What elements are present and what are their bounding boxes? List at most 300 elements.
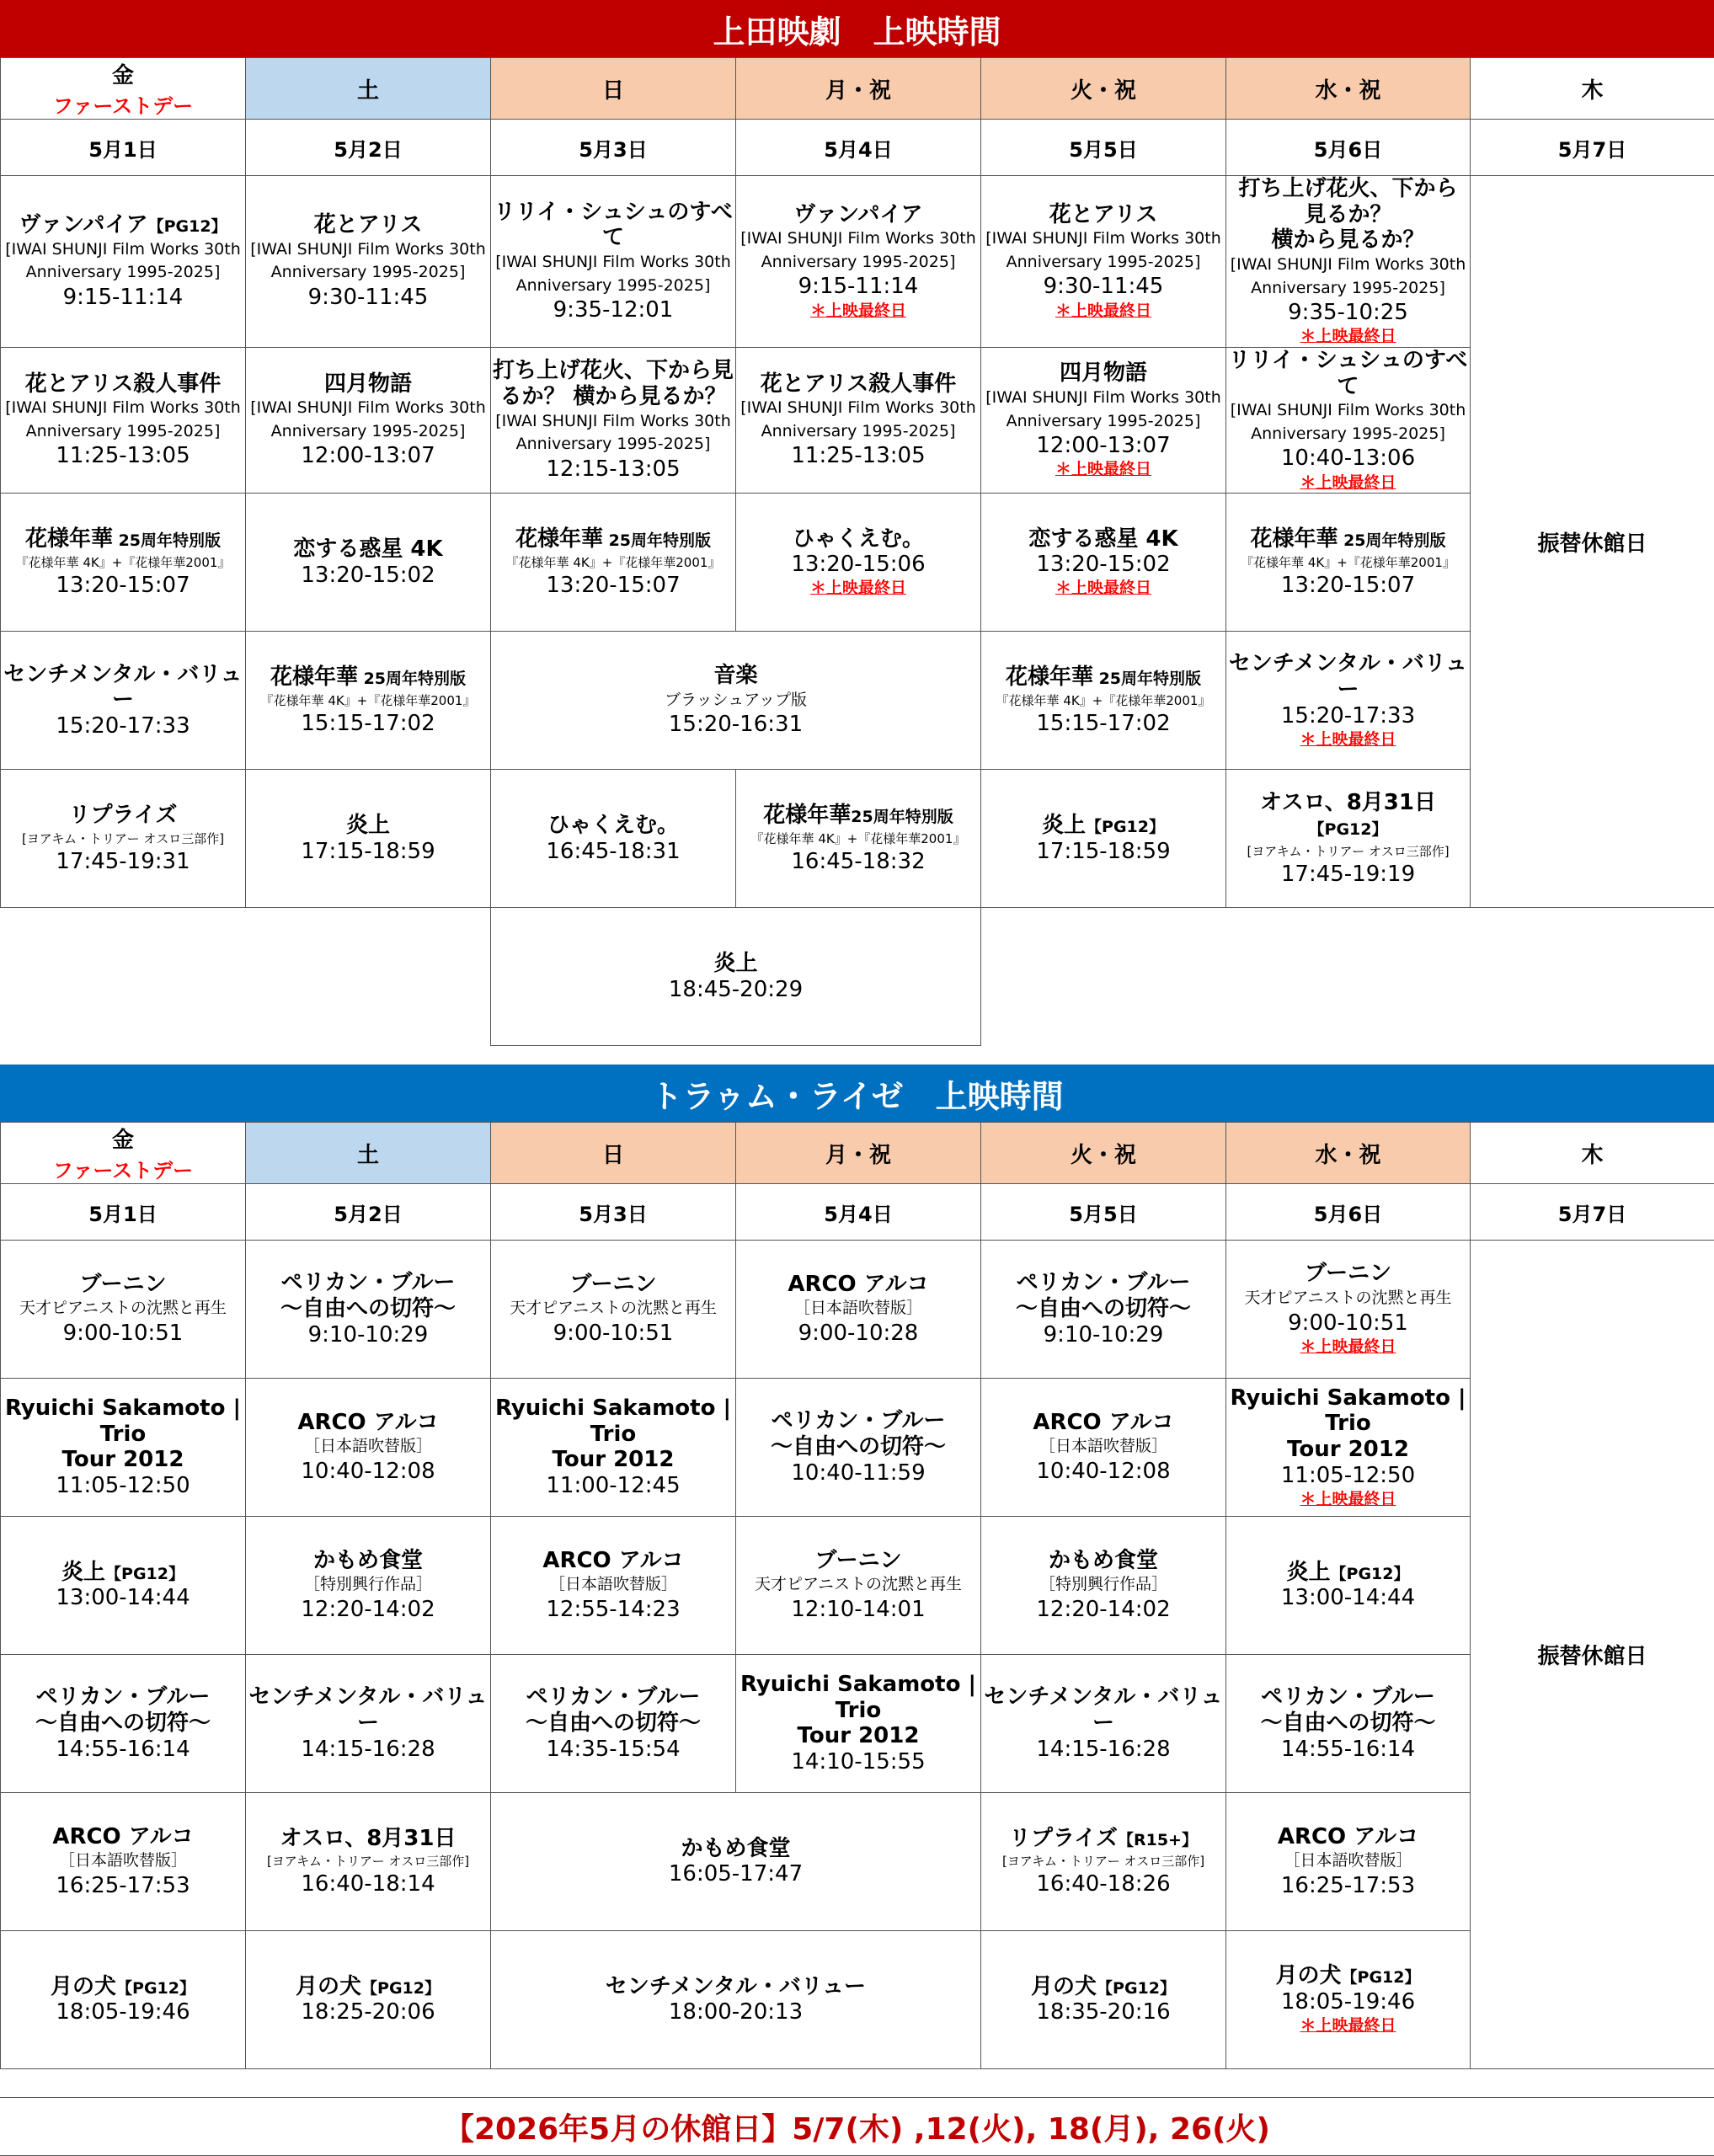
date-cell: 5月1日 — [1, 1184, 246, 1241]
movie-title — [248, 1270, 489, 1296]
showtime: 17:45-19:31 — [56, 848, 190, 874]
showtime: 13:20-15:06 — [791, 552, 926, 578]
movie-subtitle: ［特別興行作品］ — [1039, 1575, 1167, 1594]
movie-title — [3, 526, 243, 552]
screening-cell — [981, 632, 1226, 770]
screening-cell — [981, 1793, 1226, 1931]
movie-title — [248, 1410, 489, 1436]
movie-title — [738, 1408, 979, 1434]
date-cell: 5月3日 — [491, 120, 736, 176]
movie-title-text: 花様年華 — [24, 526, 113, 552]
screening-cell — [246, 1931, 491, 2069]
rating-tag: 【PG12】 — [105, 1564, 184, 1583]
screening-cell — [491, 1379, 736, 1517]
movie-subtitle: ［日本語吹替版］ — [548, 1575, 677, 1594]
showtime: 17:15-18:59 — [1036, 838, 1171, 864]
screening-cell — [1226, 494, 1471, 632]
screening-cell — [1, 1931, 246, 2069]
screening-cell — [491, 347, 736, 493]
rating-tag: 25周年特別版 — [602, 531, 712, 550]
showtime: 12:00-13:07 — [1036, 433, 1171, 459]
movie-subtitle: ［日本語吹替版］ — [303, 1437, 432, 1456]
movie-title-text: Ryuichi Sakamoto | Trio — [740, 1671, 976, 1723]
screening-cell — [491, 908, 981, 1046]
screening-cell — [491, 1241, 736, 1379]
screening-cell — [981, 1655, 1226, 1793]
movie-title — [493, 1396, 734, 1447]
date-cell: 5月4日 — [736, 120, 981, 176]
day-header-fri: 金 ファーストデー — [1, 58, 246, 120]
movie-title-text: ブーニン — [569, 1271, 657, 1297]
movie-title-text: 炎上 — [1042, 812, 1087, 838]
screening-cell — [491, 770, 736, 908]
movie-title — [493, 1548, 734, 1574]
movie-title — [248, 1974, 489, 2000]
movie-title — [493, 200, 734, 251]
screening-cell — [981, 770, 1226, 908]
showtime: 12:15-13:05 — [546, 456, 681, 482]
showtime: 15:15-17:02 — [1036, 710, 1171, 736]
movie-title-text: センチメンタル・バリュー — [1228, 651, 1468, 702]
movie-title-line2: るか？ 横から見るか？ — [499, 384, 727, 409]
movie-title — [983, 1826, 1224, 1852]
movie-subtitle: 天才ピアニストの沈黙と再生 — [754, 1575, 963, 1594]
showtime: 11:00-12:45 — [546, 1472, 681, 1498]
screening-cell — [981, 1517, 1226, 1655]
movie-title — [983, 664, 1224, 691]
movie-title-line2: ～自由への切符～ — [1260, 1710, 1436, 1736]
movie-subtitle-line2: Anniversary 1995-2025] — [25, 263, 221, 282]
showtime: 9:00-10:28 — [798, 1321, 919, 1347]
showtime: 9:10-10:29 — [1043, 1321, 1164, 1348]
movie-subtitle: 天才ピアニストの沈黙と再生 — [509, 1299, 718, 1318]
movie-title-line2: ～自由への切符～ — [525, 1710, 701, 1736]
movie-subtitle: ［日本語吹替版］ — [1039, 1437, 1167, 1456]
movie-subtitle: 『花様年華 4K』+『花様年華2001』 — [1241, 554, 1455, 570]
movie-title-text: センチメンタル・バリュー — [248, 1684, 488, 1736]
showtime: 13:20-15:07 — [546, 572, 681, 598]
movie-title-line2: Tour 2012 — [552, 1447, 675, 1473]
date-cell: 5月5日 — [981, 120, 1226, 176]
date-cell: 5月6日 — [1226, 1184, 1471, 1241]
showtime: 11:25-13:05 — [56, 443, 190, 469]
screening-cell — [246, 632, 491, 770]
movie-title — [738, 526, 979, 552]
screening-cell — [1226, 1793, 1471, 1931]
movie-title — [983, 1410, 1224, 1436]
screening-cell — [736, 1655, 981, 1793]
screening-cell — [1, 1379, 246, 1517]
movie-subtitle: [IWAI SHUNJI Film Works 30th — [1230, 401, 1466, 420]
last-day-note: ＊上映最終日 — [1055, 579, 1151, 598]
date-cell: 5月6日 — [1226, 120, 1471, 176]
movie-subtitle-line2: Anniversary 1995-2025] — [761, 421, 956, 440]
movie-title-text: 花とアリス殺人事件 — [24, 371, 222, 397]
screening-cell — [246, 1241, 491, 1379]
movie-title-text: 打ち上げ花火、下から見るか？ — [1238, 176, 1458, 227]
showtime: 18:25-20:06 — [301, 1999, 435, 2025]
movie-subtitle: ［日本語吹替版］ — [58, 1851, 187, 1870]
movie-title-line2: Tour 2012 — [1287, 1436, 1409, 1462]
movie-title — [1228, 1385, 1468, 1437]
screening-cell — [981, 1931, 1226, 2069]
movie-title — [493, 663, 979, 689]
movie-title-text: リプライズ — [68, 802, 178, 828]
date-cell: 5月7日 — [1471, 1184, 1714, 1241]
showtime: 16:45-18:32 — [791, 848, 926, 874]
movie-subtitle: [IWAI SHUNJI Film Works 30th — [495, 411, 731, 430]
movie-title — [738, 803, 979, 829]
screening-cell — [981, 176, 1226, 348]
rating-tag: 25周年特別版 — [357, 669, 467, 688]
movie-title-text: ペリカン・ブルー — [1261, 1684, 1435, 1710]
showtime: 12:55-14:23 — [546, 1597, 681, 1623]
showtime: 16:25-17:53 — [1280, 1873, 1416, 1899]
movie-subtitle: 天才ピアニストの沈黙と再生 — [19, 1299, 227, 1318]
movie-title-text: ブーニン — [1304, 1261, 1392, 1287]
movie-subtitle: [IWAI SHUNJI Film Works 30th — [250, 398, 486, 418]
movie-title — [1228, 1560, 1468, 1586]
movie-title — [3, 1560, 243, 1586]
movie-title-text: ARCO アルコ — [1277, 1823, 1419, 1849]
showtime: 10:40-12:08 — [1036, 1459, 1171, 1485]
date-cell: 5月7日 — [1471, 120, 1714, 176]
showtime: 9:15-11:14 — [798, 274, 919, 300]
date-cell: 5月4日 — [736, 1184, 981, 1241]
screening-cell — [491, 1517, 736, 1655]
showtime: 17:45-19:19 — [1280, 861, 1416, 887]
movie-title — [1228, 651, 1468, 702]
movie-title-text: ペリカン・ブルー — [1016, 1270, 1191, 1296]
movie-title — [983, 202, 1224, 228]
rating-tag: 【PG12】 — [147, 217, 227, 237]
showtime: 9:35-12:01 — [553, 297, 674, 323]
showtime: 10:40-11:59 — [791, 1460, 926, 1486]
screening-cell — [491, 494, 736, 632]
movie-title — [1228, 348, 1468, 399]
first-day-label: ファーストデー — [52, 1159, 194, 1182]
showtime: 10:40-13:06 — [1280, 446, 1416, 472]
showtime: 16:40-18:14 — [301, 1871, 435, 1897]
showtime: 12:10-14:01 — [791, 1597, 926, 1623]
movie-title — [983, 1684, 1224, 1736]
screening-cell — [1226, 1241, 1471, 1379]
showtime: 10:40-12:08 — [301, 1459, 435, 1485]
movie-title-text: ペリカン・ブルー — [35, 1684, 211, 1710]
rating-tag: 【PG12】 — [1086, 817, 1165, 836]
day-header-wed: 水・祝 — [1226, 1123, 1471, 1184]
movie-title-text: ヴァンパイア — [793, 201, 923, 227]
movie-title-line2: ～自由への切符～ — [770, 1433, 946, 1460]
screening-cell — [736, 770, 981, 908]
movie-subtitle: [ヨアキム・トリアー オスロ三部作] — [266, 1854, 470, 1870]
movie-subtitle: [IWAI SHUNJI Film Works 30th — [5, 239, 241, 259]
movie-title — [738, 1548, 979, 1574]
movie-title-text: ひゃくえむ。 — [792, 526, 924, 552]
screening-cell — [1, 770, 246, 908]
movie-title — [3, 1974, 243, 2000]
movie-subtitle: 『花様年華 4K』+『花様年華2001』 — [750, 830, 966, 846]
movie-title-text: ARCO アルコ — [788, 1271, 929, 1297]
movie-title — [493, 813, 734, 839]
movie-title-text: 花とアリス殺人事件 — [760, 371, 957, 397]
movie-title-text: ペリカン・ブルー — [280, 1270, 456, 1296]
movie-title-text: リリイ・シュシュのすべて — [1228, 347, 1468, 399]
rating-tag: 【PG12】 — [1341, 1968, 1421, 1988]
showtime: 13:00-14:44 — [1280, 1585, 1416, 1611]
movie-title-line2: ～自由への切符～ — [1015, 1295, 1191, 1321]
movie-title — [3, 371, 243, 398]
showtime: 16:40-18:26 — [1036, 1871, 1171, 1897]
showtime: 13:20-15:07 — [1280, 572, 1416, 598]
date-cell: 5月3日 — [491, 1184, 736, 1241]
screening-cell — [1226, 1931, 1471, 2069]
movie-title — [248, 1548, 489, 1574]
movie-title-text: ARCO アルコ — [297, 1409, 439, 1435]
day-header-fri: 金 ファーストデー — [1, 1123, 246, 1184]
movie-subtitle: ブラッシュアップ版 — [665, 690, 807, 709]
movie-title — [983, 360, 1224, 387]
movie-title — [738, 202, 979, 228]
movie-subtitle-line2: Anniversary 1995-2025] — [1251, 424, 1445, 443]
movie-title-text: リプライズ — [1009, 1825, 1118, 1851]
last-day-note: ＊上映最終日 — [1300, 472, 1396, 492]
screening-cell — [491, 176, 736, 348]
last-day-note: ＊上映最終日 — [1300, 729, 1396, 749]
showtime: 11:25-13:05 — [791, 443, 926, 469]
screening-cell — [491, 1793, 981, 1931]
showtime: 9:35-10:25 — [1288, 300, 1408, 326]
movie-title — [983, 813, 1224, 839]
movie-title — [248, 1684, 489, 1736]
screening-cell — [736, 176, 981, 348]
movie-title — [248, 664, 489, 691]
movie-title-text: 花様年華 — [1005, 664, 1093, 690]
showtime: 18:05-19:46 — [1280, 1988, 1416, 2015]
movie-subtitle-line2: Anniversary 1995-2025] — [1006, 252, 1201, 271]
movie-title — [738, 1672, 979, 1723]
movie-title-text: ARCO アルコ — [542, 1547, 684, 1573]
movie-title — [3, 1824, 243, 1850]
movie-subtitle: 『花様年華 4K』+『花様年華2001』 — [996, 692, 1211, 708]
last-day-note: ＊上映最終日 — [1055, 460, 1151, 479]
movie-subtitle: ［日本語吹替版］ — [1284, 1851, 1412, 1870]
closed-days-footer: 【2026年5月の休館日】5/7(木) ,12(火), 18(月), 26(火) — [0, 2097, 1714, 2156]
day-header-mon: 月・祝 — [736, 58, 981, 120]
movie-title — [493, 1684, 734, 1710]
movie-title-text: オスロ、8月31日 — [280, 1825, 457, 1851]
movie-subtitle-line2: Anniversary 1995-2025] — [1006, 411, 1201, 430]
last-day-note: ＊上映最終日 — [1300, 1337, 1396, 1356]
showtime: 9:15-11:14 — [62, 284, 184, 310]
showtime: 18:35-20:16 — [1036, 1999, 1171, 2025]
movie-title-text: かもめ食堂 — [681, 1835, 791, 1861]
screening-cell — [1226, 1517, 1471, 1655]
movie-title-text: 打ち上げ花火、下から見 — [493, 358, 734, 384]
movie-title-text: 月の犬 — [51, 1973, 117, 1999]
movie-subtitle: [IWAI SHUNJI Film Works 30th — [740, 398, 976, 418]
last-day-note: ＊上映最終日 — [809, 301, 906, 320]
movie-title-text: オスロ、8月31日 — [1260, 789, 1436, 815]
movie-title — [983, 1974, 1224, 2000]
screening-cell — [981, 1379, 1226, 1517]
rating-tag: 【PG12】 — [1330, 1564, 1410, 1583]
traum-title: トラゥム・ライゼ 上映時間 — [0, 1065, 1714, 1122]
movie-subtitle-line2: Anniversary 1995-2025] — [515, 435, 711, 454]
screening-cell — [1226, 347, 1471, 493]
rating-tag: 【PG12】 — [116, 1978, 195, 1998]
last-day-note: ＊上映最終日 — [1300, 327, 1396, 346]
movie-title-text: Ryuichi Sakamoto | Trio — [4, 1395, 241, 1447]
screening-cell — [246, 1793, 491, 1931]
movie-title — [983, 1270, 1224, 1296]
movie-title — [1228, 1261, 1468, 1287]
movie-subtitle-line2: Anniversary 1995-2025] — [1251, 278, 1445, 297]
showtime: 14:35-15:54 — [546, 1736, 681, 1762]
rating-tag: 【R15+】 — [1117, 1830, 1198, 1849]
movie-subtitle: [IWAI SHUNJI Film Works 30th — [5, 398, 241, 418]
day-header-sat: 土 — [246, 1123, 491, 1184]
screening-cell — [1, 494, 246, 632]
day-header-sun: 日 — [491, 58, 736, 120]
movie-title-text: 恋する惑星 4K — [1028, 526, 1178, 552]
movie-title-text: ペリカン・ブルー — [526, 1684, 701, 1710]
rating-tag: 【PG12】 — [361, 1978, 441, 1998]
movie-title-line2: ～自由への切符～ — [35, 1710, 211, 1736]
screening-cell — [1, 1241, 246, 1379]
showtime: 13:00-14:44 — [56, 1585, 190, 1611]
movie-title — [3, 1272, 243, 1298]
showtime: 16:45-18:31 — [546, 838, 681, 864]
movie-title — [738, 1272, 979, 1298]
screening-cell — [246, 347, 491, 493]
screening-cell — [1, 176, 246, 348]
movie-title-text: 月の犬 — [1031, 1973, 1097, 1999]
last-day-note: ＊上映最終日 — [1300, 1489, 1396, 1508]
showtime: 15:20-16:31 — [668, 712, 804, 738]
ueda-title: 上田映劇 上映時間 — [0, 0, 1714, 57]
screening-cell — [1226, 1379, 1471, 1517]
movie-subtitle-line2: Anniversary 1995-2025] — [270, 263, 466, 282]
movie-title — [738, 371, 979, 398]
movie-title-text: 炎上 — [1286, 1559, 1331, 1585]
screening-cell — [736, 1379, 981, 1517]
movie-title — [493, 1974, 979, 2000]
movie-title-text: センチメンタル・バリュー — [984, 1684, 1223, 1736]
showtime: 9:00-10:51 — [62, 1321, 184, 1347]
showtime: 15:20-17:33 — [1280, 702, 1416, 728]
screening-cell — [1226, 176, 1471, 348]
movie-title-text: リリイ・シュシュのすべて — [494, 199, 733, 251]
movie-title-text: ブーニン — [79, 1271, 167, 1297]
movie-title-text: 炎上 — [345, 812, 390, 838]
movie-title — [248, 371, 489, 398]
closed-day-cell: 振替休館日 — [1471, 176, 1714, 908]
movie-subtitle: [IWAI SHUNJI Film Works 30th — [1230, 255, 1466, 275]
movie-title-line2: Tour 2012 — [61, 1447, 184, 1473]
screening-cell — [981, 494, 1226, 632]
movie-title-text: 炎上 — [713, 950, 758, 976]
movie-title-text: 月の犬 — [1275, 1963, 1342, 1989]
day-header-tue: 火・祝 — [981, 1123, 1226, 1184]
movie-subtitle: [IWAI SHUNJI Film Works 30th — [740, 229, 976, 248]
movie-title — [983, 526, 1224, 552]
day-header-sat: 土 — [246, 58, 491, 120]
showtime: 14:10-15:55 — [791, 1748, 926, 1774]
day-header-wed: 水・祝 — [1226, 58, 1471, 120]
movie-title-text: 月の犬 — [296, 1973, 362, 1999]
screening-cell — [736, 1241, 981, 1379]
screening-cell — [1226, 1655, 1471, 1793]
movie-title — [3, 212, 243, 238]
showtime: 14:15-16:28 — [1036, 1736, 1171, 1762]
showtime: 9:00-10:51 — [1288, 1310, 1408, 1336]
day-header-thu: 木 — [1471, 58, 1714, 120]
movie-title — [248, 536, 489, 563]
movie-title-text: センチメンタル・バリュー — [3, 661, 243, 713]
movie-title-line2: 横から見るか？ — [1271, 227, 1425, 253]
showtime: 14:55-16:14 — [56, 1736, 190, 1762]
movie-subtitle-line2: Anniversary 1995-2025] — [270, 421, 466, 440]
showtime: 13:20-15:07 — [56, 572, 190, 598]
first-day-label: ファーストデー — [52, 94, 194, 118]
movie-subtitle: [IWAI SHUNJI Film Works 30th — [985, 387, 1221, 407]
showtime: 12:20-14:02 — [1036, 1597, 1171, 1623]
movie-title — [493, 1272, 734, 1298]
movie-title-text: 恋する惑星 4K — [293, 536, 443, 562]
screening-cell — [1, 632, 246, 770]
day-header-tue: 火・祝 — [981, 58, 1226, 120]
screening-cell — [491, 632, 981, 770]
movie-subtitle-line2: Anniversary 1995-2025] — [761, 252, 956, 271]
date-cell: 5月5日 — [981, 1184, 1226, 1241]
movie-title — [248, 212, 489, 238]
movie-subtitle: [IWAI SHUNJI Film Works 30th — [495, 253, 731, 272]
movie-title-text: かもめ食堂 — [312, 1547, 423, 1573]
movie-title-line2: Tour 2012 — [797, 1723, 920, 1749]
movie-title-text: 花とアリス — [313, 212, 423, 238]
movie-title — [1228, 790, 1468, 841]
screening-cell — [1, 1655, 246, 1793]
screening-cell — [246, 1517, 491, 1655]
movie-title-text: ヴァンパイア — [19, 212, 148, 238]
screening-cell — [1, 347, 246, 493]
movie-title-text: 四月物語 — [323, 371, 412, 397]
date-cell: 5月2日 — [246, 1184, 491, 1241]
movie-title-text: 四月物語 — [1059, 360, 1147, 387]
movie-title — [248, 1826, 489, 1852]
screening-cell — [491, 1931, 981, 2069]
showtime: 18:05-19:46 — [56, 1999, 190, 2025]
screening-cell — [736, 1517, 981, 1655]
movie-title-line2: ～自由への切符～ — [280, 1295, 456, 1321]
screening-cell — [736, 347, 981, 493]
showtime: 18:45-20:29 — [668, 976, 804, 1002]
showtime: 15:15-17:02 — [301, 710, 435, 736]
movie-title-text: 花様年華 — [763, 802, 852, 828]
movie-title — [1228, 176, 1468, 227]
showtime: 12:00-13:07 — [301, 443, 435, 469]
showtime: 13:20-15:02 — [1036, 552, 1171, 578]
showtime: 16:05-17:47 — [668, 1861, 804, 1887]
empty-cell — [981, 908, 1714, 1046]
day-header-mon: 月・祝 — [736, 1123, 981, 1184]
movie-title — [493, 1836, 979, 1862]
movie-subtitle-line2: Anniversary 1995-2025] — [25, 421, 221, 440]
screening-cell — [981, 1241, 1226, 1379]
movie-subtitle: [ヨアキム・トリアー オスロ三部作] — [1247, 843, 1450, 859]
movie-title — [248, 813, 489, 839]
